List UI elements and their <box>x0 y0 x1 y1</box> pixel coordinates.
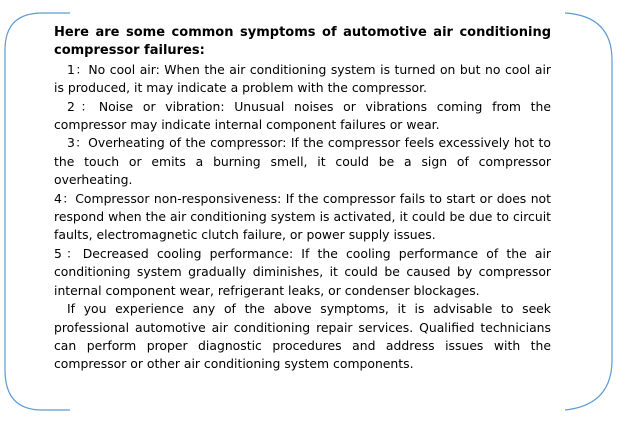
symptom-item-1: 1：No cool air: When the air conditioning system is turned on but no cool air is produced, it may indicate a problem with the compressor. <box>54 61 551 96</box>
symptom-item-2: 2：Noise or vibration: Unusual noises or vibrations coming from the compressor may indicate internal component failures or wear. <box>54 98 551 133</box>
document-title: Here are some common symptoms of automotive air conditioning compressor failures: <box>54 25 551 59</box>
symptom-item-3: 3：Overheating of the compressor: If the compressor feels excessively hot to the touch or emits a burning smell, it could be a sign of compressor overheating. <box>54 135 551 188</box>
symptom-item-5: 5：Decreased cooling performance: If the cooling performance of the air conditioning system gradually diminishes, it could be caused by compressor internal component wear, refrigerant leaks, or condenser blockages. <box>54 245 551 298</box>
frame-right-bracket <box>565 13 612 410</box>
advice-paragraph: If you experience any of the above symptoms, it is advisable to seek professional automotive air conditioning repair services. Qualified technicians can perform proper diagnostic procedures and address issues with the compressor or other air conditioning system components. <box>54 301 551 372</box>
symptom-item-4: 4：Compressor non-responsiveness: If the compressor fails to start or does not respond when the air conditioning system is activated, it could be due to circuit faults, electromagnetic clutch failure, or power supply issues. <box>54 190 551 243</box>
document-body <box>54 24 551 374</box>
